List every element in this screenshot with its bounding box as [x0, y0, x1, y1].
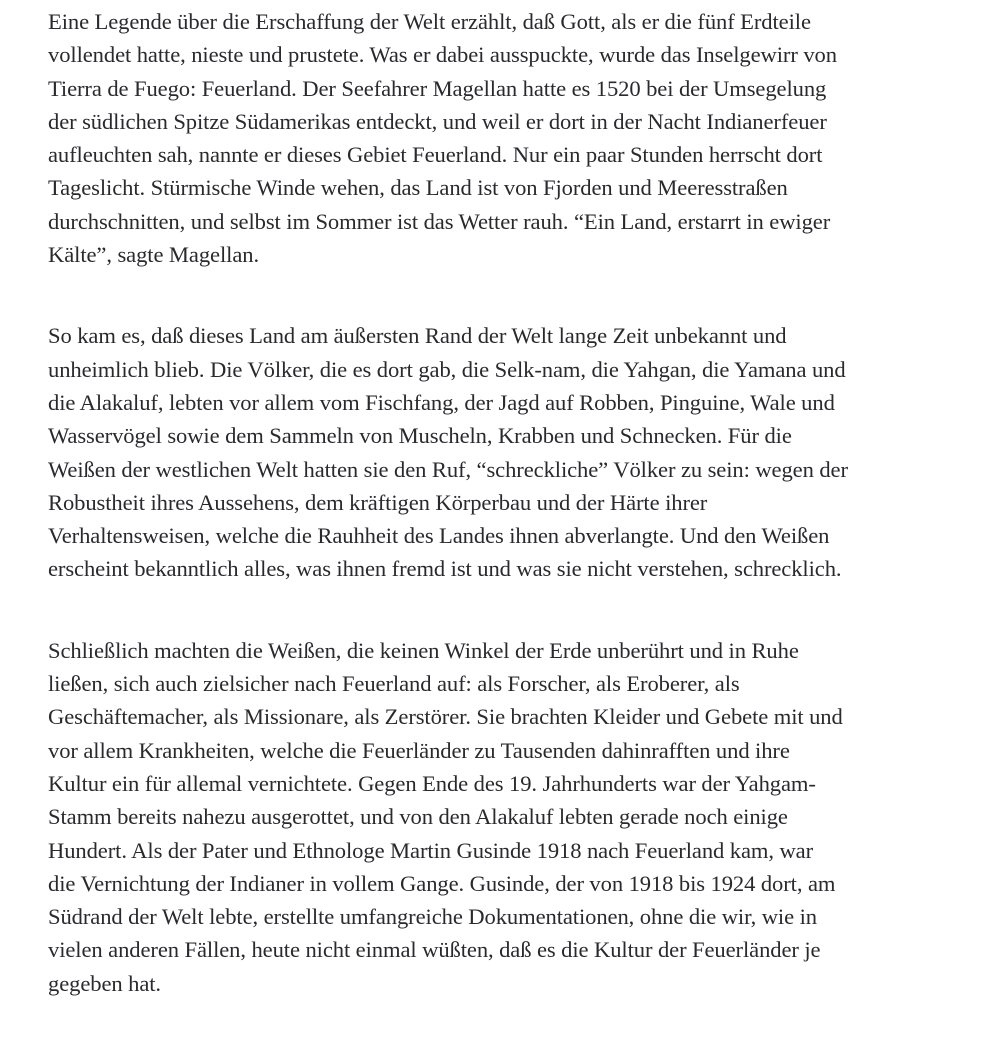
text-line: Südrand der Welt lebte, erstellte umfangreiche Dokumentationen, ohne die wir, wie in: [48, 904, 817, 930]
text-line: Kultur ein für allemal vernichtete. Gegen Ende des 19. Jahrhunderts war der Yahgam-: [48, 770, 816, 796]
text-line: So kam es, daß dieses Land am äußersten Rand der Welt lange Zeit unbekannt und: [48, 323, 787, 349]
text-line: die Alakaluf, lebten vor allem vom Fischfang, der Jagd auf Robben, Pinguine, Wale und: [48, 389, 835, 415]
text-line: Weißen der westlichen Welt hatten sie den Ruf, “schreckliche” Völker zu sein: wegen der: [48, 456, 848, 482]
text-line: Stamm bereits nahezu ausgerottet, und von den Alakaluf lebten gerade noch einige: [48, 804, 788, 830]
text-line: die Vernichtung der Indianer in vollem Gange. Gusinde, der von 1918 bis 1924 dort, am: [48, 870, 836, 896]
text-line: Robustheit ihres Aussehens, dem kräftigen Körperbau und der Härte ihrer: [48, 489, 708, 515]
text-line: der südlichen Spitze Südamerikas entdeckt, und weil er dort in der Nacht Indianerfeuer: [48, 108, 827, 134]
text-line: Verhaltensweisen, welche die Rauhheit des Landes ihnen abverlangte. Und den Weißen: [48, 523, 830, 549]
text-line: Schließlich machten die Weißen, die keinen Winkel der Erde unberührt und in Ruhe: [48, 637, 799, 663]
text-line: vollendet hatte, nieste und prustete. Was er dabei ausspuckte, wurde das Inselgewirr von: [48, 42, 837, 68]
text-line: Hundert. Als der Pater und Ethnologe Martin Gusinde 1918 nach Feuerland kam, war: [48, 837, 814, 863]
text-line: Tierra de Fuego: Feuerland. Der Seefahrer Magellan hatte es 1520 bei der Umsegelung: [48, 75, 827, 101]
text-line: Wasservögel sowie dem Sammeln von Muscheln, Krabben und Schnecken. Für die: [48, 423, 792, 449]
article-body: [48, 5, 943, 1048]
text-line: Kälte”, sagte Magellan.: [48, 242, 259, 268]
text-line: vor allem Krankheiten, welche die Feuerländer zu Tausenden dahinrafften und ihre: [48, 737, 790, 763]
text-line: Geschäftemacher, als Missionare, als Zerstörer. Sie brachten Kleider und Gebete mit und: [48, 704, 843, 730]
text-line: durchschnitten, und selbst im Sommer ist das Wetter rauh. “Ein Land, erstarrt in ewiger: [48, 208, 831, 234]
text-line: ließen, sich auch zielsicher nach Feuerland auf: als Forscher, als Eroberer, als: [48, 671, 740, 697]
text-line: erscheint bekanntlich alles, was ihnen fremd ist und was sie nicht verstehen, schrecklich.: [48, 556, 842, 582]
text-line: unheimlich blieb. Die Völker, die es dort gab, die Selk-nam, die Yahgan, die Yamana und: [48, 356, 846, 382]
text-line: Tageslicht. Stürmische Winde wehen, das Land ist von Fjorden und Meeresstraßen: [48, 175, 788, 201]
text-line: aufleuchten sah, nannte er dieses Gebiet Feuerland. Nur ein paar Stunden herrscht dort: [48, 142, 823, 168]
text-line: vielen anderen Fällen, heute nicht einmal wüßten, daß es die Kultur der Feuerländer je: [48, 937, 821, 963]
paragraph-legend: [48, 5, 943, 271]
text-line: gegeben hat.: [48, 970, 161, 996]
paragraph-colonization: [48, 634, 943, 1000]
text-line: Eine Legende über die Erschaffung der Welt erzählt, daß Gott, als er die fünf Erdteile: [48, 9, 811, 34]
paragraph-peoples: [48, 319, 943, 585]
